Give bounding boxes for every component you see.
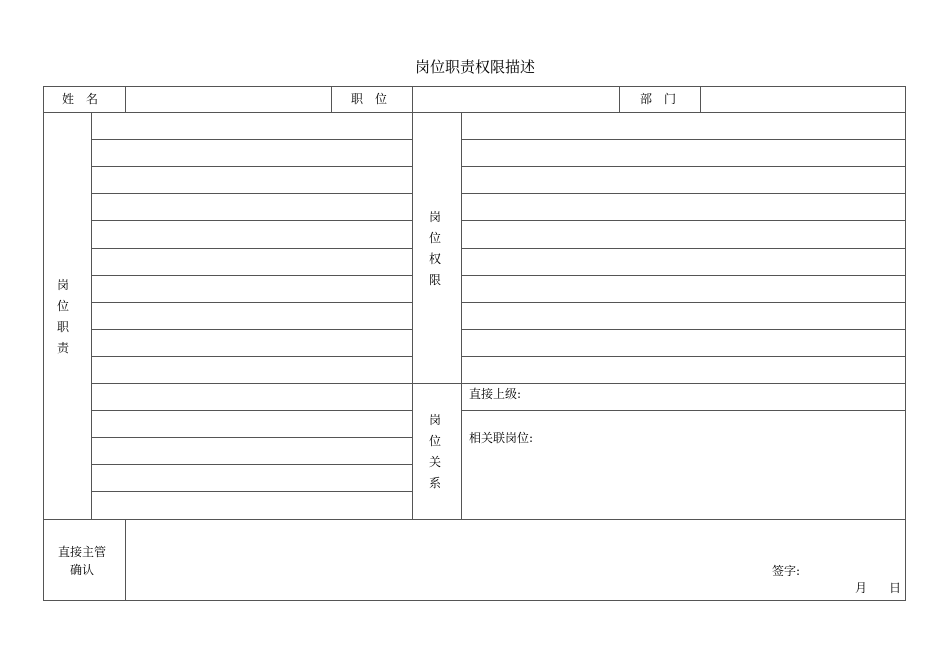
duty-row-line (91, 383, 412, 384)
related-positions-label: 相关联岗位: (469, 431, 534, 445)
confirm-label-line2: 确认 (70, 563, 95, 577)
divider (125, 519, 126, 601)
authority-row-line (461, 166, 906, 167)
label-char: 位 (428, 434, 441, 448)
label-char: 权 (428, 252, 441, 266)
duty-row-line (91, 275, 412, 276)
relation-row-line (461, 410, 906, 411)
authority-row-line (461, 356, 906, 357)
authority-row-line (461, 220, 906, 221)
divider (91, 112, 92, 519)
label-char: 位 (428, 231, 441, 245)
section-divider (412, 383, 906, 384)
label-char: 限 (428, 273, 441, 287)
duty-row-line (91, 356, 412, 357)
direct-superior-label: 直接上级: (469, 387, 522, 401)
authority-row-line (461, 302, 906, 303)
position-field[interactable] (413, 87, 619, 112)
authority-row-line (461, 329, 906, 330)
duty-row-line (91, 464, 412, 465)
label-char: 责 (56, 341, 69, 355)
signature-label: 签字: (772, 564, 801, 578)
divider (461, 112, 462, 519)
month-label: 月 (855, 581, 868, 595)
name-field[interactable] (126, 87, 331, 112)
duty-row-line (91, 248, 412, 249)
duty-row-line (91, 139, 412, 140)
divider (619, 86, 620, 112)
authority-row-line (461, 193, 906, 194)
page-title: 岗位职责权限描述 (414, 58, 535, 76)
duty-row-line (91, 302, 412, 303)
position-label: 职 位 (351, 92, 388, 106)
dept-label: 部 门 (640, 92, 677, 106)
confirm-label-line1: 直接主管 (58, 545, 107, 559)
duty-row-line (91, 491, 412, 492)
confirm-row-divider (43, 519, 906, 520)
authority-row-line (461, 248, 906, 249)
day-label: 日 (889, 581, 902, 595)
label-char: 岗 (56, 278, 69, 292)
form-table (43, 86, 906, 601)
name-label: 姓 名 (62, 92, 99, 106)
authority-row-line (461, 139, 906, 140)
label-char: 岗 (428, 210, 441, 224)
label-char: 职 (56, 320, 69, 334)
duty-row-line (91, 193, 412, 194)
duty-row-line (91, 329, 412, 330)
relations-section-label (425, 410, 445, 494)
divider (412, 112, 413, 519)
authority-row-line (461, 275, 906, 276)
authority-section-label (425, 207, 445, 291)
divider (331, 86, 332, 112)
label-char: 岗 (428, 413, 441, 427)
label-char: 关 (428, 455, 441, 469)
label-char: 系 (428, 476, 441, 490)
duty-row-line (91, 437, 412, 438)
dept-field[interactable] (701, 87, 905, 112)
duties-section-label (53, 275, 73, 359)
duty-row-line (91, 410, 412, 411)
duty-row-line (91, 220, 412, 221)
header-row-divider (43, 112, 906, 113)
duty-row-line (91, 166, 412, 167)
label-char: 位 (56, 299, 69, 313)
